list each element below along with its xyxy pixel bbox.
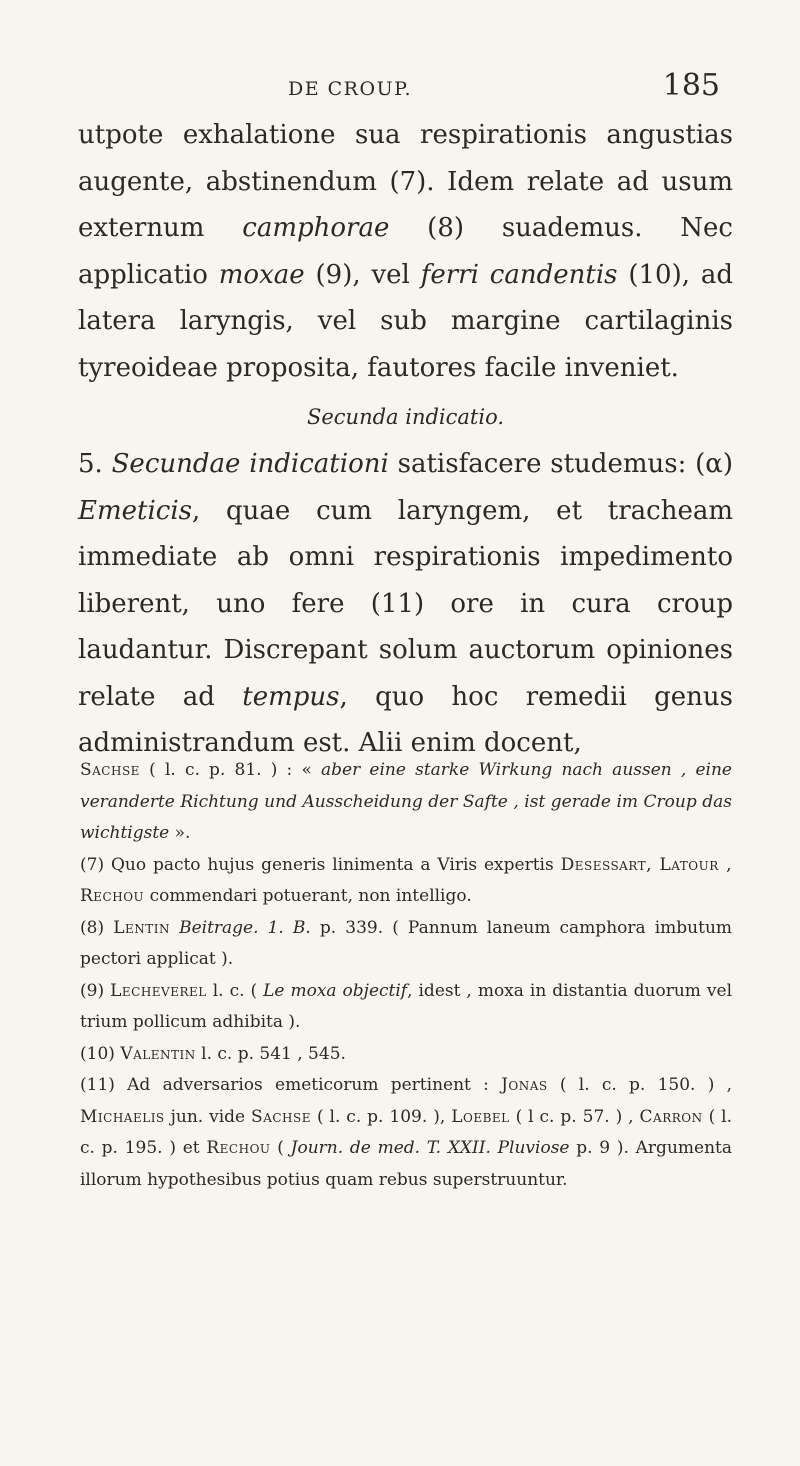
footnote-10: (10) Valentin l. c. p. 541 , 545. [80, 1043, 346, 1064]
paragraph-2: 5. Secundae indicationi satisfacere studemus: (α) Emeticis, quae cum laryngem, et tracheam immediate ab omni respirationis impedimento liberent, uno fere (11) ore in cura croup laudantur. Discrepant solum auctorum opiniones relate ad tempus, quo hoc remedii genus administrandum est. Alii enim docent, [78, 449, 734, 758]
term-moxae: moxae [218, 259, 305, 290]
term-tempus: tempus [242, 681, 340, 712]
term-camphorae: camphorae [242, 213, 390, 243]
section-subheading: Secunda indicatio. [306, 405, 505, 429]
section-heading: Secundae indicationi [111, 449, 389, 479]
footnote-8: (8) Lentin Beitrage. 1. B. p. 339. ( Pannum laneum camphora imbutum pectori applicat ). [80, 917, 733, 969]
term-ferri-candentis: ferri candentis [420, 259, 618, 290]
footnote-7: (7) Quo pacto hujus generis linimenta a Viris expertis Desessart, Latour , Rechou commendari potuerant, non intelligo. [80, 854, 732, 906]
footnote-11: (11) Ad adversarios emeticorum pertinent : Jonas ( l. c. p. 150. ) , Michaelis jun. vide Sachse ( l. c. p. 109. ), Loebel ( l c. p. 57. ) , Carron ( l. c. p. 195. ) et Rechou ( Journ. de med. T. XXII. Pluviose p. 9 ). Argumenta illorum hypothesibus potius quam rebus superstruuntur. [80, 1075, 732, 1190]
main-text [78, 112, 733, 767]
paragraph-1: utpote exhalatione sua respirationis angustias augente, abstinendum (7). Idem relate ad usum externum camphorae (8) suademus. Nec applicatio moxae (9), vel ferri candentis (10), ad latera laryngis, vel sub margine cartilaginis tyreoideae proposita, fautores facile inveniet. [78, 120, 734, 383]
page-number: 185 [662, 68, 720, 103]
running-head: DE CROUP. [288, 78, 413, 100]
footnote-9: (9) Lecheverel l. c. ( Le moxa objectif, idest , moxa in distantia duorum vel trium pollicum adhibita ). [80, 980, 733, 1032]
page-header [100, 68, 720, 108]
footnotes [80, 755, 732, 1196]
footnote-continuation: Sachse ( l. c. p. 81. ) : « aber eine starke Wirkung nach aussen , eine veranderte Richtung und Ausscheidung der Safte , ist gerade im Croup das wichtigste ». [80, 760, 732, 843]
term-emeticis: Emeticis [78, 495, 193, 526]
